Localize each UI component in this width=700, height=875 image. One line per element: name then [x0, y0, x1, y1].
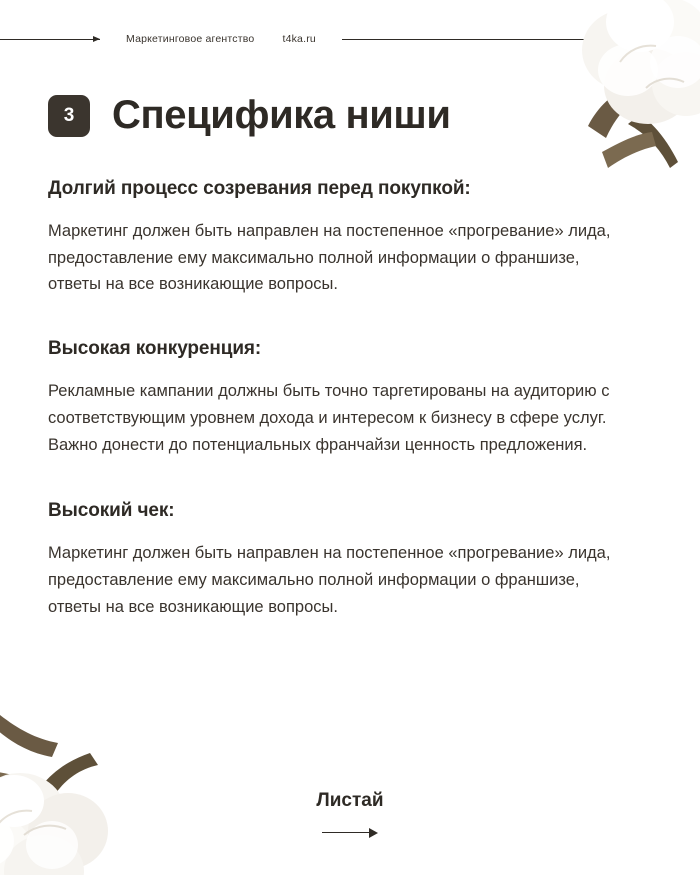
block-heading: Высокая конкуренция: — [48, 338, 262, 360]
block-body: Маркетинг должен быть направлен на постепенное «прогревание» лида, предоставление ему максимально полной информации о франшизе, ответы на все возникающие вопросы. — [48, 544, 611, 616]
page-title: Специфика ниши — [112, 93, 451, 137]
content-block — [48, 178, 648, 298]
header-divider — [342, 39, 700, 40]
cotton-flower-bottom-image — [0, 695, 150, 875]
content-area — [48, 178, 648, 646]
site-label: t4ka.ru — [282, 33, 316, 45]
swipe-label: Листай — [316, 790, 384, 811]
block-body: Маркетинг должен быть направлен на постепенное «прогревание» лида, предоставление ему максимально полной информации о франшизе, ответы на все возникающие вопросы. — [48, 222, 611, 294]
content-block — [48, 500, 648, 620]
arrow-right-icon[interactable] — [322, 826, 378, 838]
content-block — [48, 338, 648, 458]
header-labels — [126, 33, 316, 45]
block-heading: Долгий процесс созревания перед покупкой: — [48, 178, 471, 199]
block-body: Рекламные кампании должны быть точно таргетированы на аудиторию с соответствующим уровнем дохода и интересом к бизнесу в сфере услуг. Важно донести до потенциальных франчайзи ценность предложения. — [48, 382, 610, 454]
footer — [0, 790, 700, 838]
block-heading: Высокий чек: — [48, 500, 175, 522]
page-title-row — [48, 93, 451, 138]
header — [0, 28, 700, 50]
header-arrow-icon — [0, 39, 100, 40]
agency-label: Маркетинговое агентство — [126, 33, 255, 45]
section-number-badge: 3 — [48, 95, 90, 137]
